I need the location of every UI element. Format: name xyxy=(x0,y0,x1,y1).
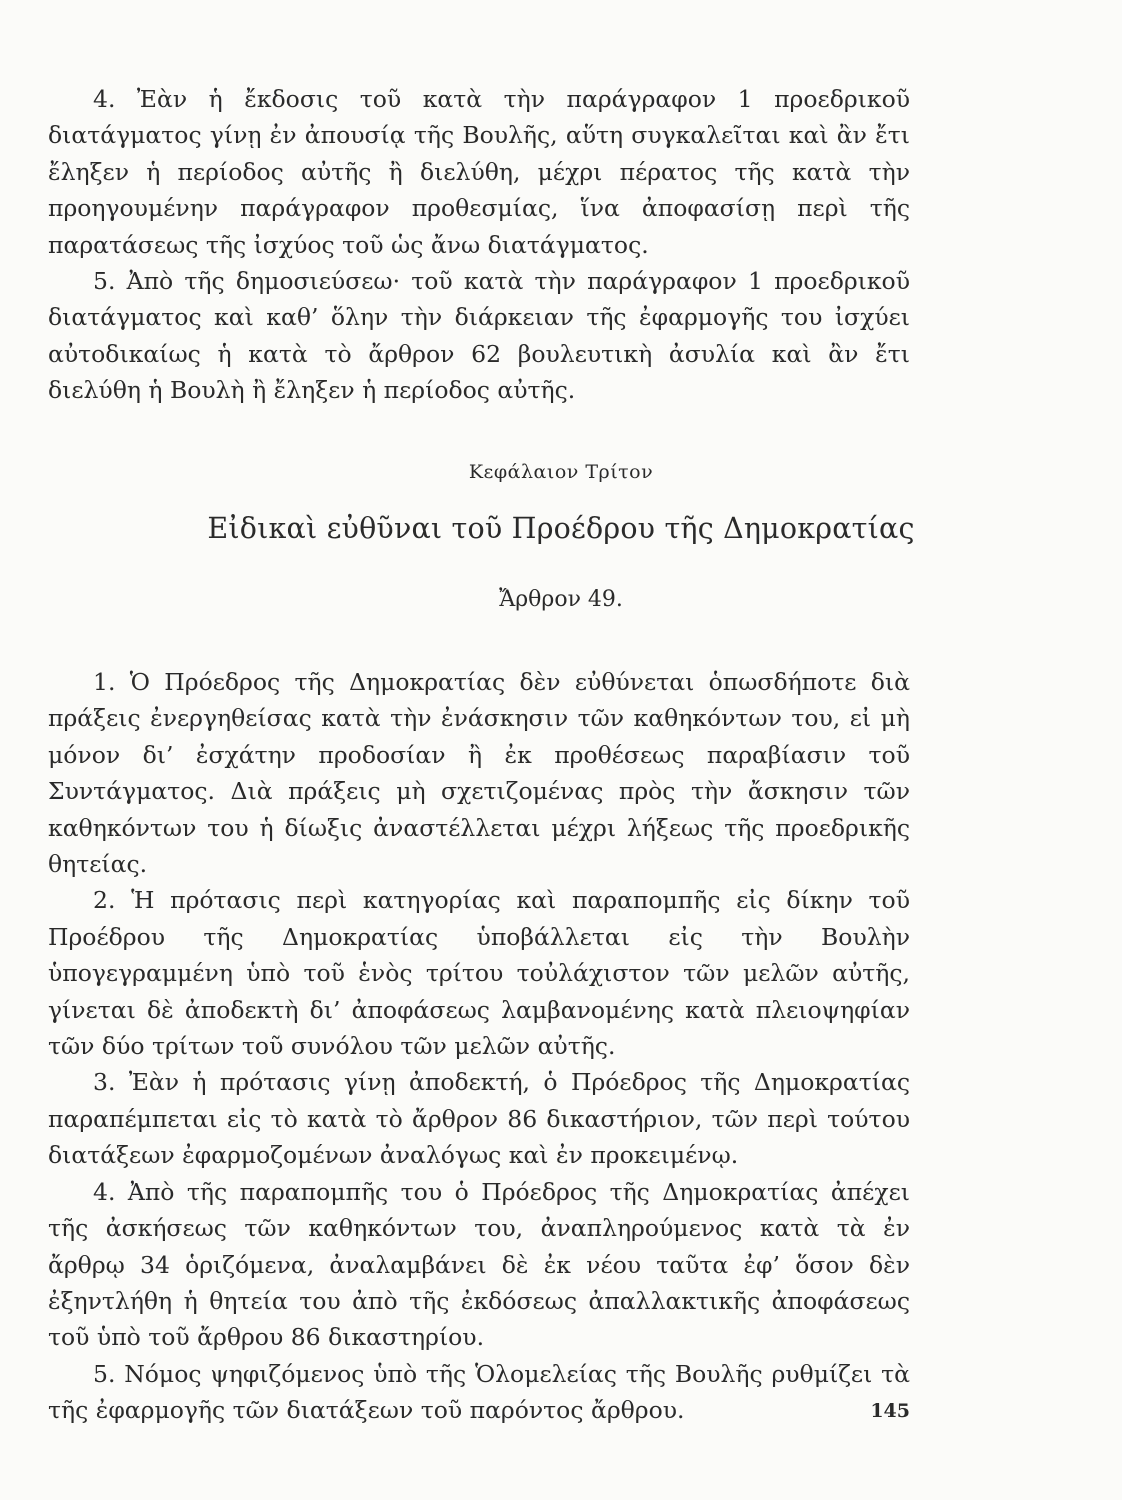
article-49-paragraph-5: 5. Νόμος ψηφιζόμενος ὑπὸ τῆς Ὁλομελείας τῆς Βουλῆς ρυθμίζει τὰ τῆς ἐφαρμογῆς τῶν διατάξεων τοῦ παρόντος ἄρθρου. xyxy=(48,1359,910,1425)
article-49-paragraph-1: 1. Ὁ Πρόεδρος τῆς Δημοκρατίας δὲν εὐθύνεται ὁπωσδήποτε διὰ πράξεις ἐνεργηθείσας κατὰ τὴν ἐνάσκησιν τῶν καθηκόντων του, εἰ μὴ μόνον δι’ ἐσχάτην προδοσίαν ἢ ἐκ προθέσεως παραβίασιν τοῦ Συντάγματος. Διὰ πράξεις μὴ σχετιζομένας πρὸς τὴν ἄσκησιν τῶν καθηκόντων του ἡ δίωξις ἀναστέλλεται μέχρι λήξεως τῆς προεδρικῆς θητείας. xyxy=(48,668,910,879)
article-heading: Ἄρθρον 49. xyxy=(499,587,623,612)
article-49-paragraph-3: 3. Ἐὰν ἡ πρότασις γίνῃ ἀποδεκτή, ὁ Πρόεδρος τῆς Δημοκρατίας παραπέμπεται εἰς τὸ κατὰ τὸ ἄρθρον 86 δικαστήριον, τῶν περὶ τούτου διατάξεων ἐφαρμοζομένων ἀναλόγως καὶ ἐν προκειμένῳ. xyxy=(48,1068,910,1170)
paragraph-4: 4. Ἐὰν ἡ ἔκδοσις τοῦ κατὰ τὴν παράγραφον 1 προεδρικοῦ διατάγματος γίνῃ ἐν ἀπουσίᾳ τῆς Βουλῆς, αὕτη συγκαλεῖται καὶ ἂν ἔτι ἔληξεν ἡ περίοδος αὐτῆς ἢ διελύθη, μέχρι πέρατος τῆς κατὰ τὴν προηγουμένην παράγραφον προθεσμίας, ἵνα ἀποφασίσῃ περὶ τῆς παρατάσεως τῆς ἰσχύος τοῦ ὡς ἄνω διατάγματος. xyxy=(48,85,910,259)
article-49-body xyxy=(48,664,910,1429)
paragraph-5: 5. Ἀπὸ τῆς δημοσιεύσεω· τοῦ κατὰ τὴν παράγραφον 1 προεδρικοῦ διατάγματος καὶ καθ’ ὅλην τὴν διάρκειαν τῆς ἐφαρμογῆς του ἰσχύει αὐτοδικαίως ἡ κατὰ τὸ ἄρθρον 62 βουλευτικὴ ἀσυλία καὶ ἂν ἔτι διελύθη ἡ Βουλὴ ἢ ἔληξεν ἡ περίοδος αὐτῆς. xyxy=(48,267,910,405)
chapter-label: Κεφάλαιον Τρίτον xyxy=(468,461,654,483)
article-49-paragraph-2: 2. Ἡ πρότασις περὶ κατηγορίας καὶ παραπομπῆς εἰς δίκην τοῦ Προέδρου τῆς Δημοκρατίας ὑποβάλλεται εἰς τὴν Βουλὴν ὑπογεγραμμένη ὑπὸ τοῦ ἑνὸς τρίτου τοὐλάχιστον τῶν μελῶν αὐτῆς, γίνεται δὲ ἀποδεκτὴ δι’ ἀποφάσεως λαμβανομένης κατὰ πλειοψηφίαν τῶν δύο τρίτων τοῦ συνόλου τῶν μελῶν αὐτῆς. xyxy=(48,886,910,1061)
previous-article-continuation xyxy=(48,81,910,409)
article-49-paragraph-4: 4. Ἀπὸ τῆς παραπομπῆς του ὁ Πρόεδρος τῆς Δημοκρατίας ἀπέχει τῆς ἀσκήσεως τῶν καθηκόντων του, ἀναπληρούμενος κατὰ τὰ ἐν ἄρθρῳ 34 ὁριζόμενα, ἀναλαμβάνει δὲ ἐκ νέου ταῦτα ἐφ’ ὅσον δὲν ἐξηντλήθη ἡ θητεία του ἀπὸ τῆς ἐκδόσεως ἀπαλλακτικῆς ἀποφάσεως τοῦ ὑπὸ τοῦ ἄρθρου 86 δικαστηρίου. xyxy=(48,1177,910,1352)
page-number: 145 xyxy=(870,1400,910,1422)
chapter-title: Εἰδικαὶ εὐθῦναι τοῦ Προέδρου τῆς Δημοκρατίας xyxy=(207,512,915,545)
